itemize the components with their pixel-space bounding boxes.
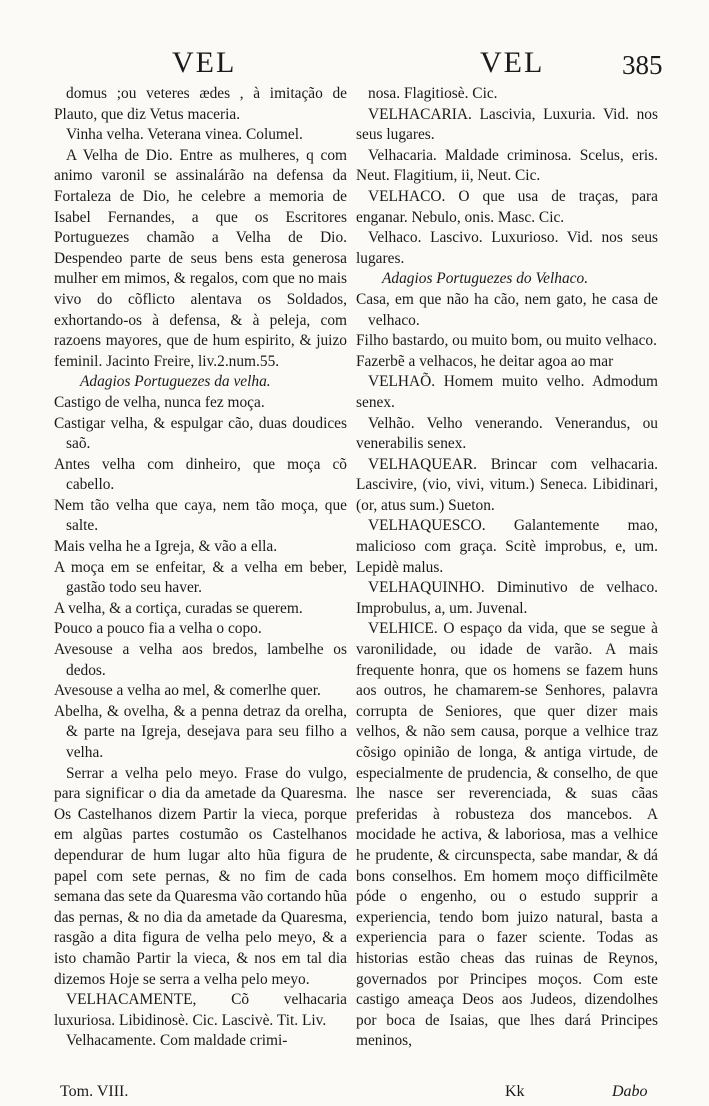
left-column-paragraph: Serrar a velha pelo meyo. Frase do vulgo, para significar o dia da ametade da Quaresma. Os Castelhanos dizem Partir la vieca, porque em algũas partes costumão os Castelhanos dependurar de hum lugar alto hũa figura de papel com sete pernas, & no fim de cada semana das sete da Quaresma vão cortando hũa das pernas, & no dia da ametade da Quaresma, rasgão a dita figura de velha pelo meyo, & a isto chamão Partir la vieca, & nos em tal dia dizemos Hoje se serra a velha pelo meyo. [54,764,347,988]
right-column-paragraph: Fazerbẽ a velhacos, he deitar agoa ao mar [356,352,614,370]
left-column-paragraph: Nem tão velha que caya, nem tão moça, que salte. [54,496,347,535]
catchword: Dabo [612,1083,648,1100]
right-column-paragraph: VELHACARIA. Lascivia, Luxuria. Vid. nos seus lugares. [356,105,658,144]
volume-label: Tom. VIII. [60,1083,129,1100]
signature-mark: Kk [505,1083,525,1100]
left-column-paragraph: Abelha, & ovelha, & a penna detraz da orelha, & parte na Igreja, desejava para seu filho a velha. [54,702,347,761]
left-column-paragraph: Mais velha he a Igreja, & vão a ella. [54,538,278,556]
right-column-paragraph: VELHAÕ. Homem muito velho. Admodum senex. [356,373,658,411]
left-column-paragraph: domus ;ou veteres ædes , à imitação de Plauto, que diz Vetus maceria. [54,85,347,123]
right-column-paragraph: VELHAQUESCO. Galantemente mao, malicioso com graça. Scitè improbus, e, um. Lepidè malus. [356,517,658,576]
left-column-paragraph: Vinha velha. Veterana vinea. Columel. [66,126,303,144]
left-column-paragraph: Castigo de velha, nunca fez moça. [54,393,265,411]
right-column-paragraph: Filho bastardo, ou muito bom, ou muito velhaco. [356,332,657,350]
left-column-paragraph: Castigar velha, & espulgar cão, duas doudices saõ. [54,414,347,453]
right-column-paragraph: VELHAQUEAR. Brincar com velhacaria. Lascivire, (vio, vivi, vitum.) Seneca. Libidinari, (or, atus sum.) Sueton. [356,455,658,514]
left-column-paragraph: A Velha de Dio. Entre as mulheres, q com animo varonil se assinalárão na defensa da Fortaleza de Dio, he celebre a memoria de Isabel Fernandes, a que os Escritores Portuguezes chamão a Velha de Dio. Despendeo parte de seus bens esta generosa mulher em mimos, & regalos, com que no mais vivo do cõflicto alentava os Soldados, exhortando-os à defensa, & à peleja, com razoens mayores, que de hum espirito, & juizo feminil. Jacinto Freire, liv.2.num.55. [54,146,347,370]
right-column-paragraph: VELHACO. O que usa de traças, para enganar. Nebulo, onis. Masc. Cic. [356,187,658,226]
right-column-paragraph: VELHICE. O espaço da vida, que se segue à varonilidade, ou idade de varão. A mais frequente honra, que os homens se fazem huns aos outros, he chamarem-se Senhores, palavra corrupta de Seniores, que quer dizer mais velhos, & não sem causa, porque a velhice traz cõsigo opinião de longa, & antiga virtude, de especialmente de prudencia, & conselho, de que lhe nasce ser reverenciada, & suas cãas preferidas à robusteza dos mancebos. A mocidade he activa, & laboriosa, mas a velhice he prudente, & circunspecta, sabe mandar, & dá bons conselhos. Em homem moço difficilmẽte póde o engenho, ou o estudo supprir a experiencia, tendo bom juizo natural, basta a experiencia para o fazer sciente. Todas as historias estão cheas das ruinas de Reynos, governados por Principes moços. Com este castigo ameaça Deos aos Judeos, dizendolhes por boca de Isaias, que lhes dará Principes meninos, [356,620,658,1050]
right-column-paragraph: Velhacaria. Maldade criminosa. Scelus, eris. Neut. Flagitium, ii, Neut. Cic. [356,146,658,185]
right-column-paragraph: Velhão. Velho venerando. Venerandus, ou venerabilis senex. [356,414,658,453]
left-column-paragraph: VELHACAMENTE, Cõ velhacaria luxuriosa. Libidinosè. Cic. Lascivè. Tit. Liv. [54,991,347,1029]
right-column-paragraph: Velhaco. Lascivo. Luxurioso. Vid. nos seus lugares. [356,229,658,267]
right-column-paragraph: Adagios Portuguezes do Velhaco. [382,270,589,288]
right-column [356,84,658,1084]
left-column-paragraph: A velha, & a cortiça, curadas se querem. [54,599,303,617]
left-column-paragraph: Velhacamente. Com maldade crimi- [66,1032,288,1050]
left-column-paragraph: Antes velha com dinheiro, que moça cõ cabello. [54,455,347,494]
right-column-paragraph: VELHAQUINHO. Diminutivo de velhaco. Improbulus, a, um. Juvenal. [356,579,658,617]
right-column-paragraph: Casa, em que não ha cão, nem gato, he casa de velhaco. [356,290,658,329]
left-column-paragraph: A moça em se enfeitar, & a velha em beber, gastão todo seu haver. [54,558,347,597]
left-column-paragraph: Adagios Portuguezes da velha. [80,373,271,391]
page-number: 385 [622,50,663,80]
left-column-paragraph: Pouco a pouco fia a velha o copo. [54,620,262,638]
right-column-paragraph: nosa. Flagitiosè. Cic. [368,85,498,102]
left-headword: VEL [172,46,237,79]
left-column [54,84,347,1084]
left-column-paragraph: Avesouse a velha ao mel, & comerlhe quer. [54,682,321,700]
right-headword: VEL [480,46,545,79]
left-column-paragraph: Avesouse a velha aos bredos, lambelhe os dedos. [54,641,347,679]
